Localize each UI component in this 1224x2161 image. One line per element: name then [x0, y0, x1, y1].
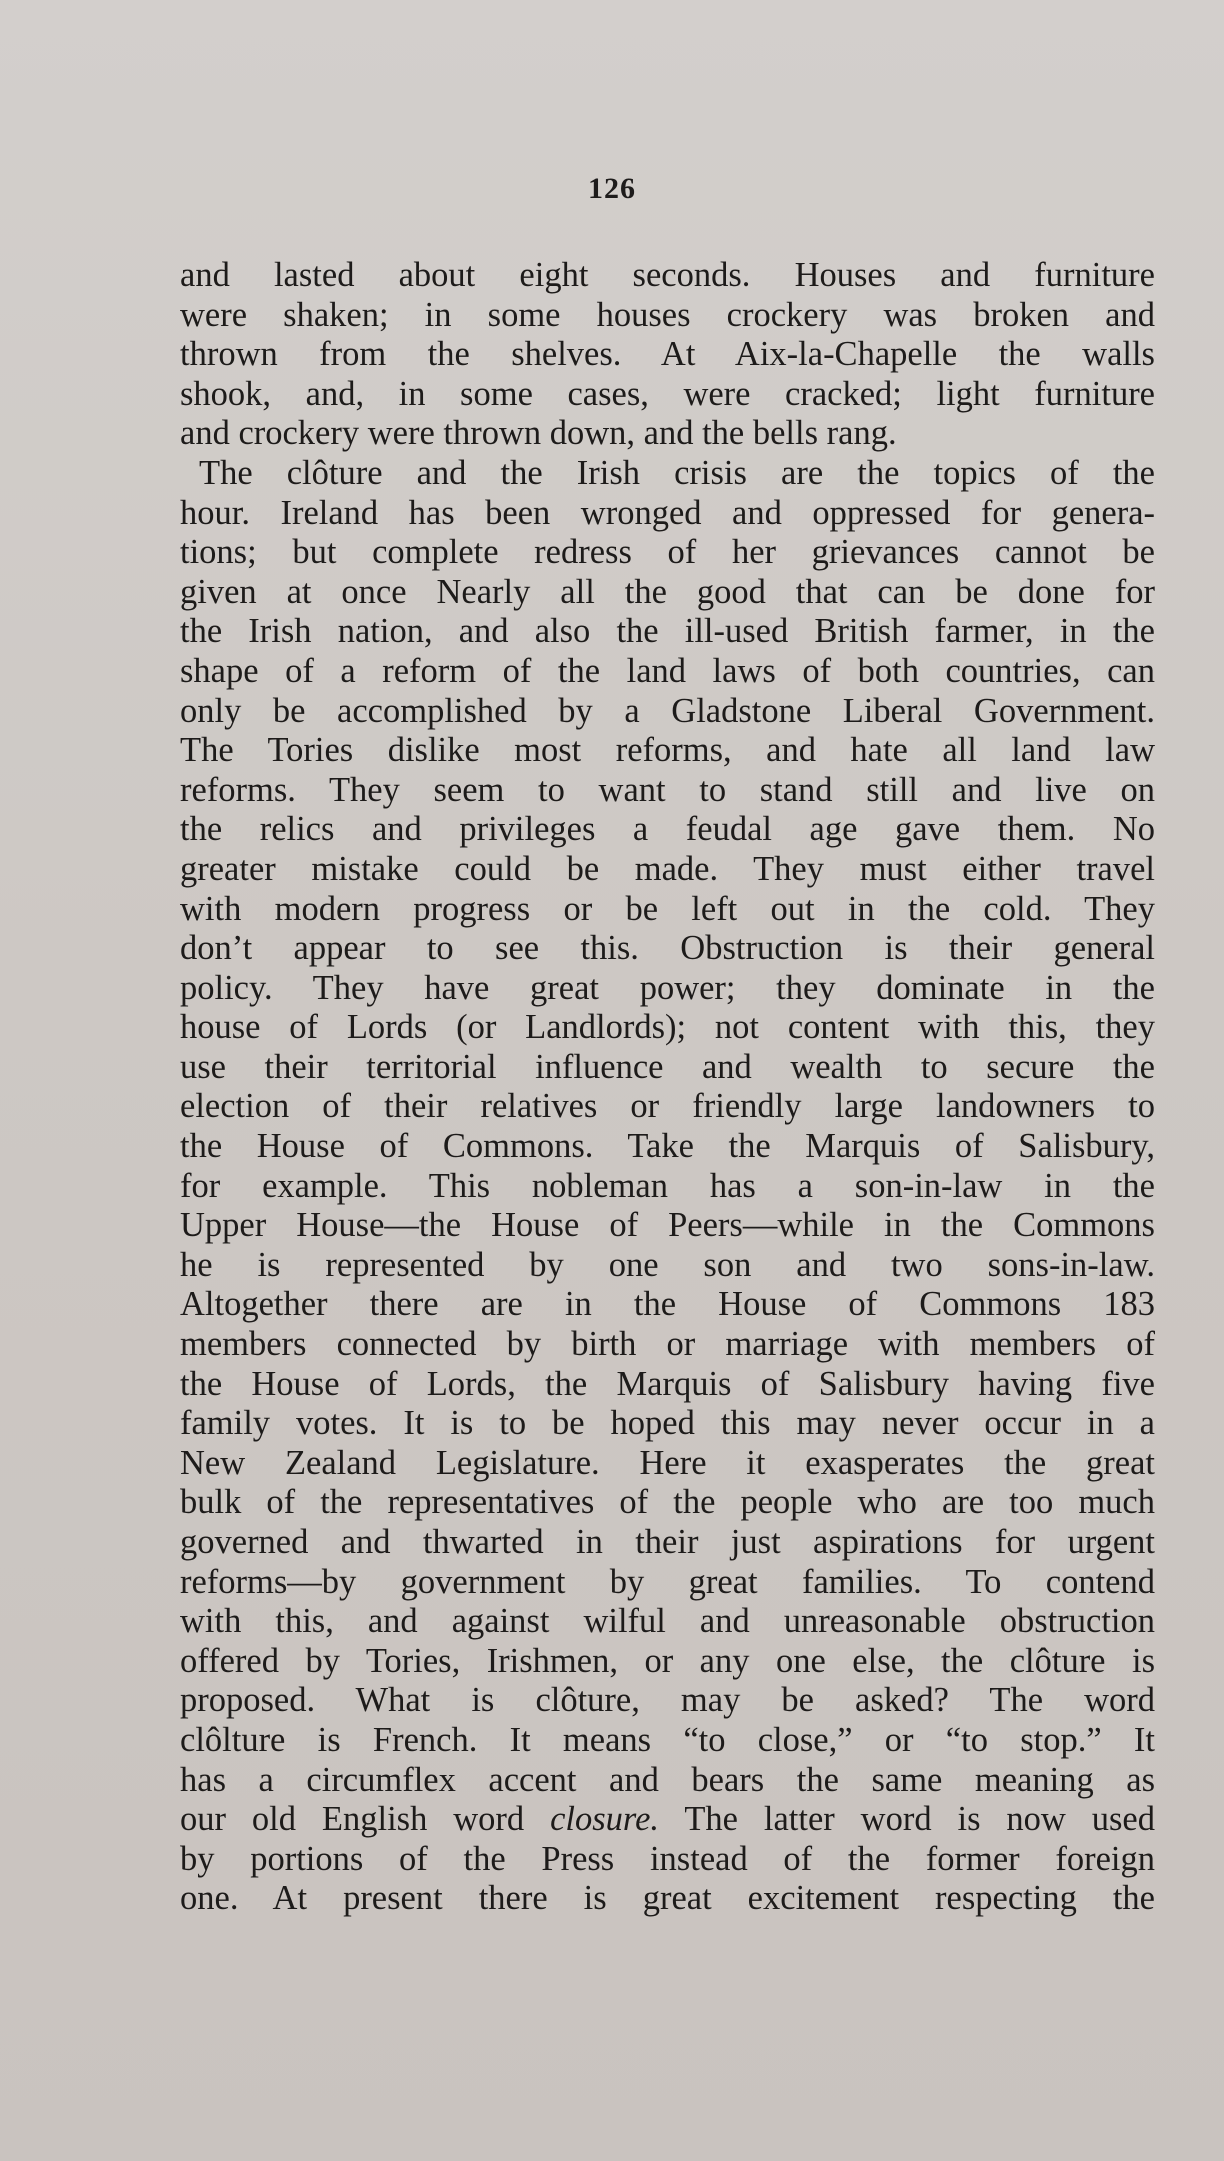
text-line: the House of Lords, the Marquis of Salisbury having five: [180, 1364, 1155, 1403]
text-line: election of their relatives or friendly large landowners to: [180, 1087, 1155, 1126]
text-line: were shaken; in some houses crockery was broken and: [180, 295, 1155, 334]
text-line: by portions of the Press instead of the former foreign: [180, 1839, 1155, 1878]
text-line: bulk of the representatives of the people who are too much: [180, 1483, 1155, 1522]
text-line: New Zealand Legislature. Here it exasperates the great: [180, 1443, 1155, 1482]
text-line: and crockery were thrown down, and the bells rang.: [180, 414, 897, 453]
text-line: don’t appear to see this. Obstruction is their general: [180, 929, 1155, 968]
text-line: The Tories dislike most reforms, and hate all land law: [180, 731, 1155, 770]
text-line: the relics and privileges a feudal age gave them. No: [180, 810, 1155, 849]
text-line: shape of a reform of the land laws of both countries, can: [180, 651, 1155, 690]
text-line: for example. This nobleman has a son-in-law in the: [180, 1166, 1155, 1205]
text-line: reforms—by government by great families. To contend: [180, 1562, 1155, 1601]
text-line: Upper House—the House of Peers—while in the Commons: [180, 1206, 1155, 1245]
text-line: has a circumflex accent and bears the same meaning as: [180, 1760, 1155, 1799]
text-line: shook, and, in some cases, were cracked; light furniture: [180, 374, 1155, 413]
text-line: with modern progress or be left out in the cold. They: [180, 889, 1155, 928]
text-line: tions; but complete redress of her grievances cannot be: [180, 533, 1155, 572]
text-line: only be accomplished by a Gladstone Liberal Government.: [180, 691, 1155, 730]
text-line: the Irish nation, and also the ill-used British farmer, in the: [180, 612, 1155, 651]
text-line: members connected by birth or marriage with members of: [180, 1325, 1155, 1364]
text-line: family votes. It is to be hoped this may never occur in a: [180, 1404, 1155, 1443]
text-line: reforms. They seem to want to stand still and live on: [180, 770, 1155, 809]
text-line: given at once Nearly all the good that can be done for: [180, 572, 1155, 611]
paragraph-first-line: The clôture and the Irish crisis are the topics of the: [199, 453, 1155, 492]
text-line: proposed. What is clôture, may be asked? The word: [180, 1681, 1155, 1720]
text-line: Altogether there are in the House of Commons 183: [180, 1285, 1155, 1324]
text-line: the House of Commons. Take the Marquis of Salisbury,: [180, 1127, 1155, 1166]
text-line: one. At present there is great excitement respecting the: [180, 1879, 1155, 1918]
text-line: clôlture is French. It means “to close,” or “to stop.” It: [180, 1720, 1155, 1759]
text-line: he is represented by one son and two sons-in-law.: [180, 1245, 1155, 1284]
text-line: thrown from the shelves. At Aix-la-Chapelle the walls: [180, 335, 1155, 374]
body-text: [180, 256, 1155, 1919]
text-line: governed and thwarted in their just aspirations for urgent: [180, 1523, 1155, 1561]
text-line: hour. Ireland has been wronged and oppressed for genera-: [180, 493, 1155, 532]
text-segment: our old English word: [180, 1800, 551, 1839]
page-number: 126: [588, 172, 636, 205]
italic-word: closure.: [550, 1800, 660, 1839]
text-line: use their territorial influence and wealth to secure the: [180, 1047, 1155, 1086]
text-line: offered by Tories, Irishmen, or any one else, the clôture is: [180, 1641, 1155, 1680]
text-line: greater mistake could be made. They must either travel: [180, 849, 1155, 888]
text-line: and lasted about eight seconds. Houses and furniture: [180, 256, 1155, 294]
text-line: with this, and against wilful and unreasonable obstruction: [180, 1602, 1155, 1641]
text-line-with-italic: [180, 1800, 1155, 1840]
text-line: house of Lords (or Landlords); not content with this, they: [180, 1008, 1155, 1047]
text-line: policy. They have great power; they dominate in the: [180, 968, 1155, 1007]
text-segment: The latter word is now used: [659, 1800, 1155, 1839]
